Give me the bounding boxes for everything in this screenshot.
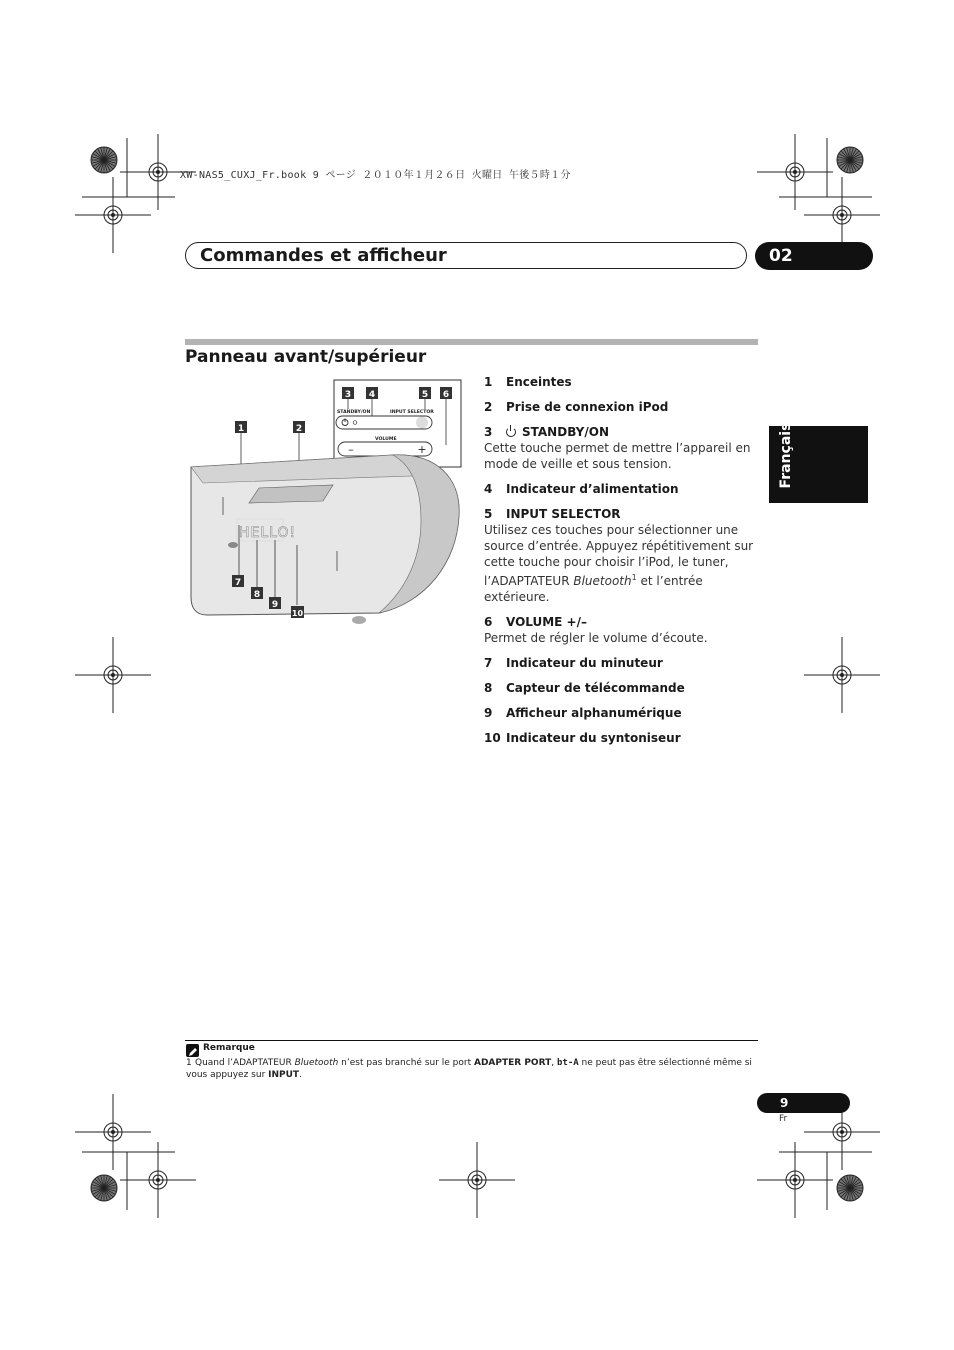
power-icon — [506, 427, 516, 437]
item-title: Prise de connexion iPod — [506, 400, 669, 414]
registration-crosshair — [757, 1142, 833, 1218]
footnote-ref: 1 — [631, 573, 637, 582]
item-number: 1 — [484, 375, 493, 389]
registration-crosshair — [75, 1094, 151, 1170]
list-item — [484, 730, 759, 746]
volume-label: VOLUME — [375, 437, 397, 442]
item-description: Cette touche permet de mettre l’appareil en mode de veille et sous tension. — [484, 441, 751, 471]
svg-text:10: 10 — [291, 609, 304, 618]
chapter-title: Commandes et afficheur — [200, 245, 447, 266]
item-title: STANDBY/ON — [522, 425, 609, 439]
book-file-header: XW-NAS5_CUXJ_Fr.book 9 ページ ２０１０年１月２６日 火曜日 午後５時１分 — [180, 170, 571, 181]
item-number: 10 — [484, 731, 501, 745]
item-number: 8 — [484, 681, 493, 695]
section-title: Panneau avant/supérieur — [185, 347, 427, 367]
list-item — [484, 506, 759, 605]
volume-plus: + — [417, 443, 427, 456]
list-item — [484, 680, 759, 696]
callout-1 — [235, 421, 247, 434]
svg-text:6: 6 — [442, 390, 450, 400]
registration-starburst — [91, 1175, 117, 1201]
speaker-illustration — [185, 375, 465, 635]
chapter-number: 02 — [755, 242, 873, 270]
speaker-foot — [352, 616, 366, 624]
registration-crosshair — [120, 1142, 196, 1218]
callout-6 — [440, 387, 452, 400]
item-title: Enceintes — [506, 375, 572, 389]
registration-crosshair — [439, 1142, 515, 1218]
page-number: 9 — [757, 1093, 850, 1113]
registration-crosshair — [804, 637, 880, 713]
registration-starburst — [837, 147, 863, 173]
list-item — [484, 614, 759, 646]
speaker-foot — [228, 542, 238, 548]
callout-10 — [291, 606, 304, 618]
list-item — [484, 399, 759, 415]
standby-on-label: STANDBY/ON — [337, 410, 371, 415]
language-tab — [769, 422, 868, 503]
registration-starburst — [837, 1175, 863, 1201]
list-item — [484, 374, 759, 390]
item-title: Capteur de télécommande — [506, 681, 685, 695]
svg-text:9: 9 — [271, 600, 279, 610]
svg-text:1: 1 — [237, 424, 245, 434]
section-rule — [185, 339, 758, 345]
item-number: 6 — [484, 615, 493, 629]
callout-9 — [269, 597, 281, 610]
item-number: 9 — [484, 706, 493, 720]
svg-text:4: 4 — [368, 390, 376, 400]
svg-text:5: 5 — [421, 390, 429, 400]
display-text: HELLO! — [239, 525, 297, 541]
list-item — [484, 481, 759, 497]
ipod-dock — [249, 485, 333, 503]
item-title: Indicateur du syntoniseur — [506, 731, 681, 745]
callout-4 — [366, 387, 378, 400]
item-number: 2 — [484, 400, 493, 414]
registration-crosshair — [75, 177, 151, 253]
note-title: Remarque — [203, 1043, 255, 1053]
control-list — [484, 374, 759, 755]
svg-text:8: 8 — [253, 590, 261, 600]
svg-text:7: 7 — [234, 578, 242, 588]
registration-crosshair — [757, 134, 833, 210]
note-rule — [185, 1040, 758, 1041]
input-selector-label: INPUT SELECTOR — [390, 410, 434, 415]
svg-text:2: 2 — [295, 424, 303, 434]
svg-text:3: 3 — [344, 390, 352, 400]
registration-starburst — [91, 147, 117, 173]
item-title: Indicateur du minuteur — [506, 656, 663, 670]
item-number: 4 — [484, 482, 493, 496]
callout-3 — [342, 387, 354, 400]
callout-8 — [251, 587, 263, 600]
page-language-code: Fr — [779, 1114, 788, 1124]
item-title: Afficheur alphanumérique — [506, 706, 682, 720]
volume-minus: – — [348, 443, 354, 456]
note-pencil-icon — [186, 1044, 199, 1057]
list-item — [484, 424, 759, 472]
note-text: 1 Quand l’ADAPTATEUR Bluetooth n’est pas branché sur le port ADAPTER PORT, bt-A ne peut pas être sélectionné même si vous appuyez sur INPUT. — [186, 1058, 752, 1080]
callout-2 — [293, 421, 305, 434]
input-selector-button — [416, 417, 428, 429]
item-description: Permet de régler le volume d’écoute. — [484, 631, 708, 645]
item-description: Utilisez ces touches pour sélectionner une source d’entrée. Appuyez répétitivement sur cette touche pour choisir l’iPod, le tuner, l’ADAPTATEUR Bluetooth$^1$ et l’entrée extérieure. — [484, 523, 754, 604]
item-title: VOLUME +/– — [506, 615, 587, 629]
item-title: INPUT SELECTOR — [506, 507, 621, 521]
list-item — [484, 705, 759, 721]
item-number: 7 — [484, 656, 493, 670]
registration-crosshair — [75, 637, 151, 713]
callout-7 — [232, 575, 244, 588]
language-tab-label: Français — [778, 422, 794, 489]
item-title: Indicateur d’alimentation — [506, 482, 679, 496]
item-number: 5 — [484, 507, 493, 521]
item-number: 3 — [484, 425, 493, 439]
list-item — [484, 655, 759, 671]
callout-5 — [419, 387, 431, 400]
